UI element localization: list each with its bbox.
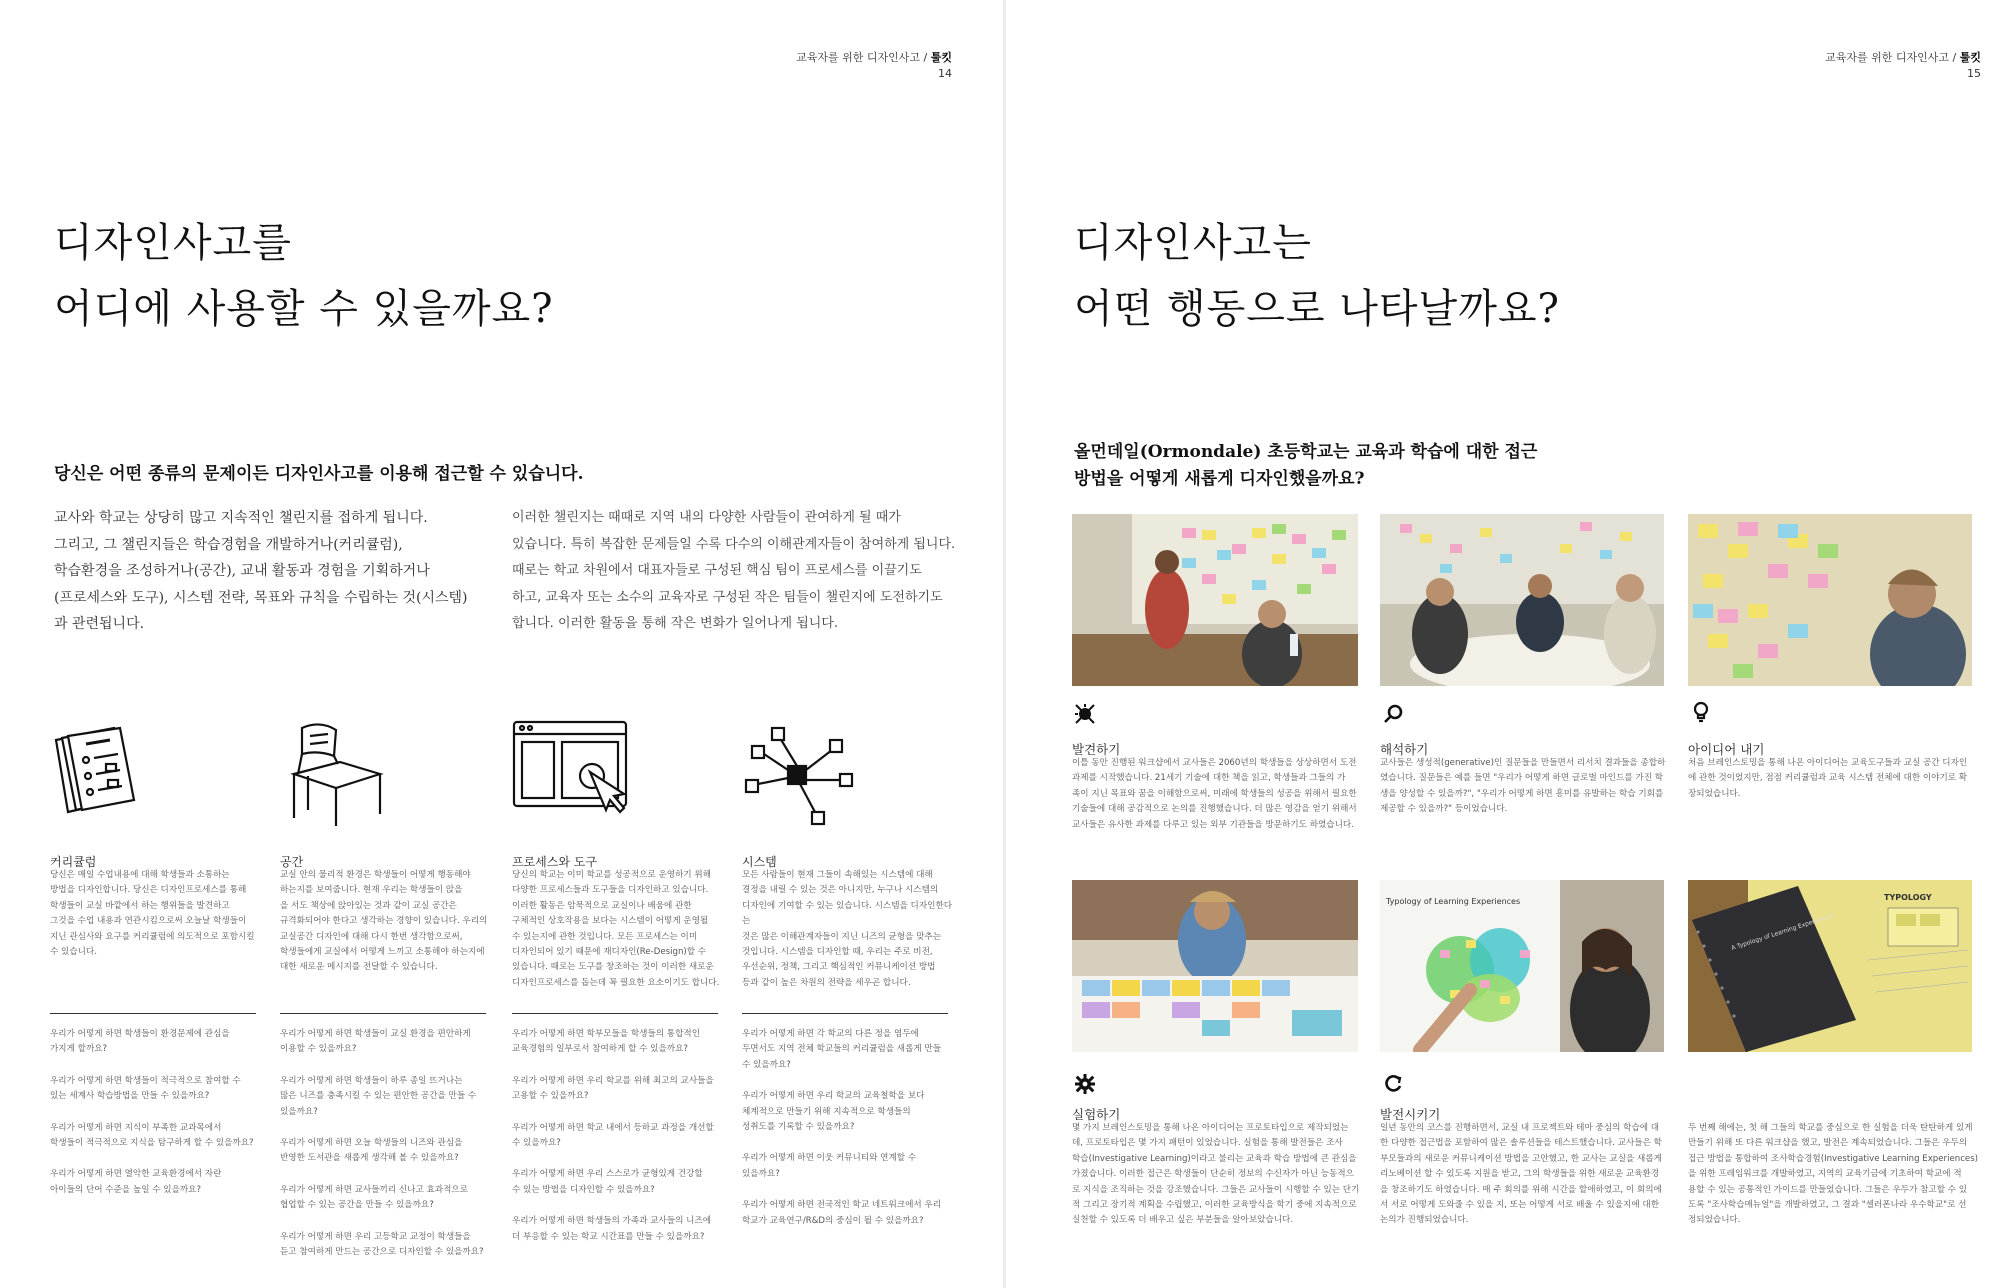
body-line: 데, 프로토타입은 몇 가지 패턴이 있었습니다. 실험을 통해 발전들은 조사 [1072,1138,1343,1149]
question: 우리가 어떻게 하면 학교 내에서 등하교 과정을 개선할 수 있을까요? [512,1122,714,1149]
column-body [280,868,495,976]
running-head-left [796,50,952,82]
question: 우리가 어떻게 하면 학생들이 교실 환경을 편안하게 이용할 수 있을까요? [280,1029,471,1055]
body-line: 일년 동안의 코스를 진행하면서, 교실 내 프로젝트와 테마 중심의 학습에 대 [1380,1123,1660,1133]
booklet-title: TYPOLOGY [1884,893,1932,902]
body-line: 구체적인 상호작용을 보다는 시스템이 어떻게 운영될 [512,916,709,927]
photo-typology-booklet [1688,880,1972,1052]
running-head-bold: 툴킷 [1959,51,1981,64]
lead-line: 방법을 어떻게 새롭게 디자인했을까요? [1074,469,1365,489]
poster-title: Typology of Learning Experiences [1386,897,1521,906]
body-line: 족이 지닌 목표와 꿈을 이해함으로써, 미래에 학생들의 성공을 위해서 필요한 [1072,788,1357,799]
body-line: 처음 브레인스토밍을 통해 나온 아이디어는 교육도구들과 교실 공간 디자인 [1688,758,1968,768]
divider [512,1013,718,1014]
body-line: 로 지식을 조직하는 것을 강조했습니다. 그들은 교사들이 시행할 수 있는 단기 [1072,1184,1360,1195]
section-title: 아이디어 내기 [1688,742,1765,757]
title-line: 디자인사고를 [54,220,292,266]
body-line: 당신은 매일 수업내용에 대해 학생들과 소통하는 [50,870,230,880]
body-line: 우선순위, 정책, 그리고 핵심적인 커뮤니케이션 방법 [742,962,936,973]
intro-line: 학습환경을 조성하거나(공간), 교내 활동과 경험을 기획하거나 [54,563,430,579]
section-body [1380,756,1670,818]
question: 우리가 어떻게 하면 학생들이 하루 종일 뜨거나는 많은 니즈를 충족시킬 수 있는 편안한 공간을 만들 수 있을까요? [280,1075,477,1117]
body-line: 디자인에 기여할 수 있는 있습니다. 시스템을 디자인한다는 [742,900,953,927]
body-line: 당신의 학교는 이미 학교를 성공적으로 운영하기 위해 [512,870,712,880]
body-line: 실천할 수 있도록 더 배우고 싶은 부분들을 알아보았습니다. [1072,1215,1294,1226]
intro-line: (프로세스와 도구), 시스템 전략, 목표와 규칙을 수립하는 것(시스템) [54,589,468,606]
refresh-icon [1382,1073,1404,1095]
worksheet-icon [48,720,158,830]
intro-line: 합니다. 이러한 활동을 통해 작은 변화가 일어나게 됩니다. [512,616,839,631]
photo-typology-board [1380,880,1664,1052]
body-line: 수 있는지에 관한 것입니다. 모든 프로세스는 이미 [512,931,698,942]
body-line: 을 위한 프레임워크를 개발하였고, 지역의 교육기금에 기초하여 학교에 적 [1688,1169,1962,1180]
column-title: 프로세스와 도구 [512,855,597,869]
section-body [1072,756,1362,833]
body-line: 교실공간 디자인에 대해 다시 한번 생각함으로써, [280,931,463,942]
body-line: 교사들은 유사한 과제를 다루고 있는 외부 기관들을 방문하기도 하였습니다. [1072,819,1354,830]
question: 우리가 어떻게 하면 학생들이 환경문제에 관심을 가지게 할까요? [50,1029,230,1055]
body-line: 것은 많은 이해관계자들이 지닌 니즈의 균형을 맞추는 [742,931,942,942]
body-line: 등과 같이 높은 차원의 전략을 세우곤 합니다. [742,977,911,988]
running-head-right [1825,50,1981,82]
question: 우리가 어떻게 하면 이웃 커뮤니티와 연계할 수 있을까요? [742,1153,917,1179]
column-body [512,868,732,991]
body-line: 그것을 수업 내용과 연관시킴으로써 오늘날 학생들이 [50,916,247,927]
body-line: 장되었습니다. [1688,788,1741,799]
body-line: 용할 수 있는 공통적인 가이드를 만들었습니다. 그들은 우두가 참고할 수 있 [1688,1184,1968,1195]
title-line: 디자인사고는 [1074,220,1312,266]
body-line: 대한 새로운 메시지를 전달할 수 있습니다. [280,962,438,973]
body-line: 만들기 위해 또 다른 워크샵을 했고, 발전은 계속되었습니다. 그들은 우두의 [1688,1138,1968,1149]
question-list [50,1027,265,1214]
magnifier-icon [1382,703,1404,725]
title-line: 어디에 사용할 수 있을까요? [54,286,554,332]
body-line: 교사들은 생성적(generative)인 질문들을 만들면서 리서치 결과들을 종합하 [1380,758,1666,768]
section-title: 발견하기 [1072,742,1121,757]
photo-workshop-board [1072,514,1358,686]
intro-line: 하고, 교육자 또는 소수의 교육자로 구성된 작은 팀들이 챌린지에 도전하기도 [512,589,943,605]
intro-left [54,505,494,638]
body-line: 이러한 활동은 암묵적으로 교실이나 배움에 관한 [512,900,692,911]
intro-right [512,505,992,638]
body-line: 기술들에 대해 공감적으로 논의를 진행했습니다. 더 많은 영감을 얻기 위해서 [1072,804,1357,815]
body-line: 한 다양한 접근법을 포함하여 많은 솔루션들을 테스트했습니다. 교사들은 학 [1380,1138,1662,1149]
body-line: 서 서로 어떻게 도와줄 수 있을 지, 또는 어떻게 서로 배울 수 있을지에 대한 [1380,1200,1659,1211]
photo-sticky-wall [1688,514,1972,686]
lead-line: 올먼데일(Ormondale) 초등학교는 교육과 학습에 대한 접근 [1074,442,1538,462]
body-line: 두 번째 해에는, 첫 해 그들의 학교를 중심으로 한 실험을 더욱 탄탄하게 있게 [1688,1123,1973,1133]
body-line: 논의가 진행되었습니다. [1380,1215,1469,1226]
body-line: 학습(Investigative Learning)이라고 불리는 교육과 학습 방법에 큰 관심을 [1072,1153,1357,1164]
left-page [0,0,1004,1288]
question: 우리가 어떻게 하면 학생들의 가족과 교사들의 니즈에 더 부응할 수 있는 학교 시간표를 만들 수 있을까요? [512,1216,712,1242]
page-title [1074,210,1560,342]
page-title [54,210,554,342]
body-line: 가졌습니다. 이러한 접근은 학생들이 단순히 정보의 수신자가 아닌 능동적으 [1072,1169,1354,1180]
desk-chair-icon [280,718,390,828]
body-line: 이틀 동안 진행된 워크샵에서 교사들은 2060년의 학생들을 상상하면서 도전 [1072,758,1357,768]
body-line: 다양한 프로세스들과 도구들을 디자인하고 있습니다. [512,885,709,896]
question: 우리가 어떻게 하면 우리 고등학교 교정이 학생들을 듣고 참여하게 만드는 공간으로 디자인할 수 있을까요? [280,1231,484,1258]
body-line: 에 관한 것이었지만, 점점 커리큘럼과 교육 시스템 전체에 대한 이야기로 확 [1688,773,1968,784]
gear-icon [1074,1073,1096,1095]
section-body [1072,1121,1368,1229]
window-cursor-icon [510,716,620,826]
body-line: 수 있습니다. [50,947,97,958]
body-line: 모든 사람들이 현재 그들이 속해있는 시스템에 대해 [742,870,933,880]
body-line: 생을 양성할 수 있을까?", "우리가 어떻게 하면 흥미를 유발하는 학습 기회를 [1380,788,1664,799]
question: 우리가 어떻게 하면 학생들이 적극적으로 참여할 수 있는 세계사 학습방법을 만들 수 있을까요? [50,1075,241,1102]
body-line: 있습니다. 때로는 도구를 창조하는 것이 이러한 새로운 [512,962,714,973]
question: 우리가 어떻게 하면 열악한 교육환경에서 자란 아이들의 단어 수준을 높일 수 있을까요? [50,1169,222,1195]
body-line: 것입니다. 시스템을 디자인할 때, 우리는 주로 비전, [742,947,933,958]
network-cubes-icon [740,720,850,830]
section-title: 발전시키기 [1380,1107,1441,1122]
body-line: 디자인되어 있기 때문에 재디자인(Re-Design)할 수 [512,947,707,958]
question: 우리가 어떻게 하면 각 학교의 다른 정을 염두에 두면서도 지역 전체 학교들의 커리큘럼을 새롭게 만들 수 있을까요? [742,1029,942,1070]
intro-line: 때로는 학교 차원에서 대표자들로 구성된 핵심 팀이 프로세스를 이끌기도 [512,563,922,578]
section-body [1688,1121,1988,1229]
photo-team-table [1380,514,1664,686]
column-title: 공간 [280,855,304,869]
body-line: 을 창조하기도 하였습니다. 매 주 회의를 위해 시간을 할애하였고, 이 회의에 [1380,1184,1662,1195]
lightbulb-icon [1690,701,1712,723]
photo-prototype-table [1072,880,1358,1052]
intro-line: 교사와 학교는 상당히 많고 지속적인 챌린지를 접하게 됩니다. [54,510,428,526]
question: 우리가 어떻게 하면 오늘 학생들의 니즈와 관심을 반영한 도서관을 새롭게 생각해 볼 수 있을까요? [280,1138,463,1164]
question: 우리가 어떻게 하면 교사들끼리 신나고 효과적으로 협업할 수 있는 공간을 만들 수 있을까요? [280,1184,468,1211]
question: 우리가 어떻게 하면 전국적인 학교 네트워크에서 우리 학교가 교육연구/R&D의 중심이 될 수 있을까요? [742,1200,942,1226]
section-title: 해석하기 [1380,742,1429,757]
lead-text: 당신은 어떤 종류의 문제이든 디자인사고를 이용해 접근할 수 있습니다. [54,464,584,484]
question-list [512,1027,732,1261]
column-body [50,868,265,960]
body-line: 정되었습니다. [1688,1215,1741,1226]
divider [50,1013,256,1014]
intro-line: 이러한 챌린지는 때때로 지역 내의 다양한 사람들이 관여하게 될 때가 [512,510,901,525]
lead-text [1074,439,1594,493]
question-list [742,1027,957,1245]
section-body [1688,756,1988,802]
running-head-text: 교육자를 위한 디자인사고 / [796,51,931,64]
column-title: 시스템 [742,855,777,869]
question: 우리가 어떻게 하면 우리 스스로가 균형있게 건강할 수 있는 방법을 디자인할 수 있을까요? [512,1169,703,1195]
running-head-bold: 툴킷 [930,51,952,64]
body-line: 을 서도 책상에 앉아있는 것과 같이 교실 공간은 [280,900,457,911]
body-line: 적 그리고 장기적 계획을 수립했고, 이러한 교육방식을 학기 중에 지속적으로 [1072,1200,1357,1211]
divider [742,1013,948,1014]
divider [280,1013,486,1014]
page-number: 14 [938,67,952,80]
column-title: 커리큘럼 [50,855,97,869]
intro-line: 과 관련됩니다. [54,616,145,632]
column-body [742,868,957,991]
question: 우리가 어떻게 하면 학부모들을 학생들의 통합적인 교육경험의 일부로서 참여하게 할 수 있을까요? [512,1029,700,1055]
body-line: 리노베이션 할 수 있도록 지원을 받고, 그의 학생들을 위한 새로운 교육환경 [1380,1169,1660,1180]
body-line: 몇 가지 브레인스토밍을 통해 나온 아이디어는 프로토타입으로 제작되었는 [1072,1123,1349,1133]
question: 우리가 어떻게 하면 우리 학교를 위해 최고의 교사들을 고용할 수 있을까요? [512,1075,714,1102]
body-line: 디자인프로세스를 돕는데 꼭 필요한 요소이기도 합니다. [512,977,720,988]
body-line: 접근 방법을 통합하여 조사학습경험(Investigative Learning Experiences) [1688,1153,1979,1164]
question: 우리가 어떻게 하면 지식이 부족한 교과목에서 학생들이 적극적으로 지식을 탐구하게 할 수 있을까요? [50,1122,254,1149]
title-line: 어떤 행동으로 나타날까요? [1074,286,1560,332]
section-body [1380,1121,1676,1229]
body-line: 도록 "조사학습매뉴얼"을 개발하였고, 그 결과 "셀러폰나라 우수학교"로 선 [1688,1200,1967,1211]
section-title: 실험하기 [1072,1107,1121,1122]
body-line: 방법을 디자인합니다. 당신은 디자인프로세스를 통해 [50,885,247,896]
body-line: 결정을 내릴 수 있는 것은 아니지만, 누구나 시스템의 [742,885,939,896]
discovery-icon [1074,703,1096,725]
body-line: 학생들이 교실 바깥에서 하는 행위들을 발견하고 [50,900,230,911]
page-number: 15 [1967,67,1981,80]
body-line: 과제를 시작했습니다. 21세기 기술에 대한 책을 읽고, 학생들과 그들의 가 [1072,773,1346,784]
body-line: 하는지를 보여줍니다. 현재 우리는 학생들이 앉을 [280,885,463,896]
body-line: 규격화되어야 한다고 생각하는 경향이 있습니다. 우리의 [280,916,488,927]
body-line: 제공할 수 있을까?" 등이었습니다. [1380,804,1508,815]
right-page [1006,0,2009,1288]
running-head-text: 교육자를 위한 디자인사고 / [1825,51,1960,64]
intro-line: 있습니다. 특히 복잡한 문제들일 수록 다수의 이해관계자들이 참여하게 됩니다. [512,536,956,552]
body-line: 학생들에게 교실에서 어떻게 느끼고 소통해야 하는지에 [280,947,485,958]
question: 우리가 어떻게 하면 우리 학교의 교육철학을 보다 체계적으로 만들기 위해 지속적으로 학생들의 성취도를 기록할 수 있을까요? [742,1091,925,1133]
booklet-subtitle: A Typology of Learning Experiences [1730,912,1835,952]
body-line: 지닌 관심사와 요구를 커리큘럼에 의도적으로 포함시킬 [50,931,255,942]
body-line: 였습니다. 질문들은 예를 들면 "우리가 어떻게 하면 글로벌 마인드를 가진 학 [1380,773,1664,784]
body-line: 교실 안의 물리적 환경은 학생들이 어떻게 행동해야 [280,870,471,880]
body-line: 부모들과의 새로운 커뮤니케이션 방법을 고안했고, 한 교사는 교실을 새롭게 [1380,1153,1662,1164]
question-list [280,1027,495,1276]
intro-line: 그리고, 그 챌린지들은 학습경험을 개발하거나(커리큘럼), [54,536,403,553]
